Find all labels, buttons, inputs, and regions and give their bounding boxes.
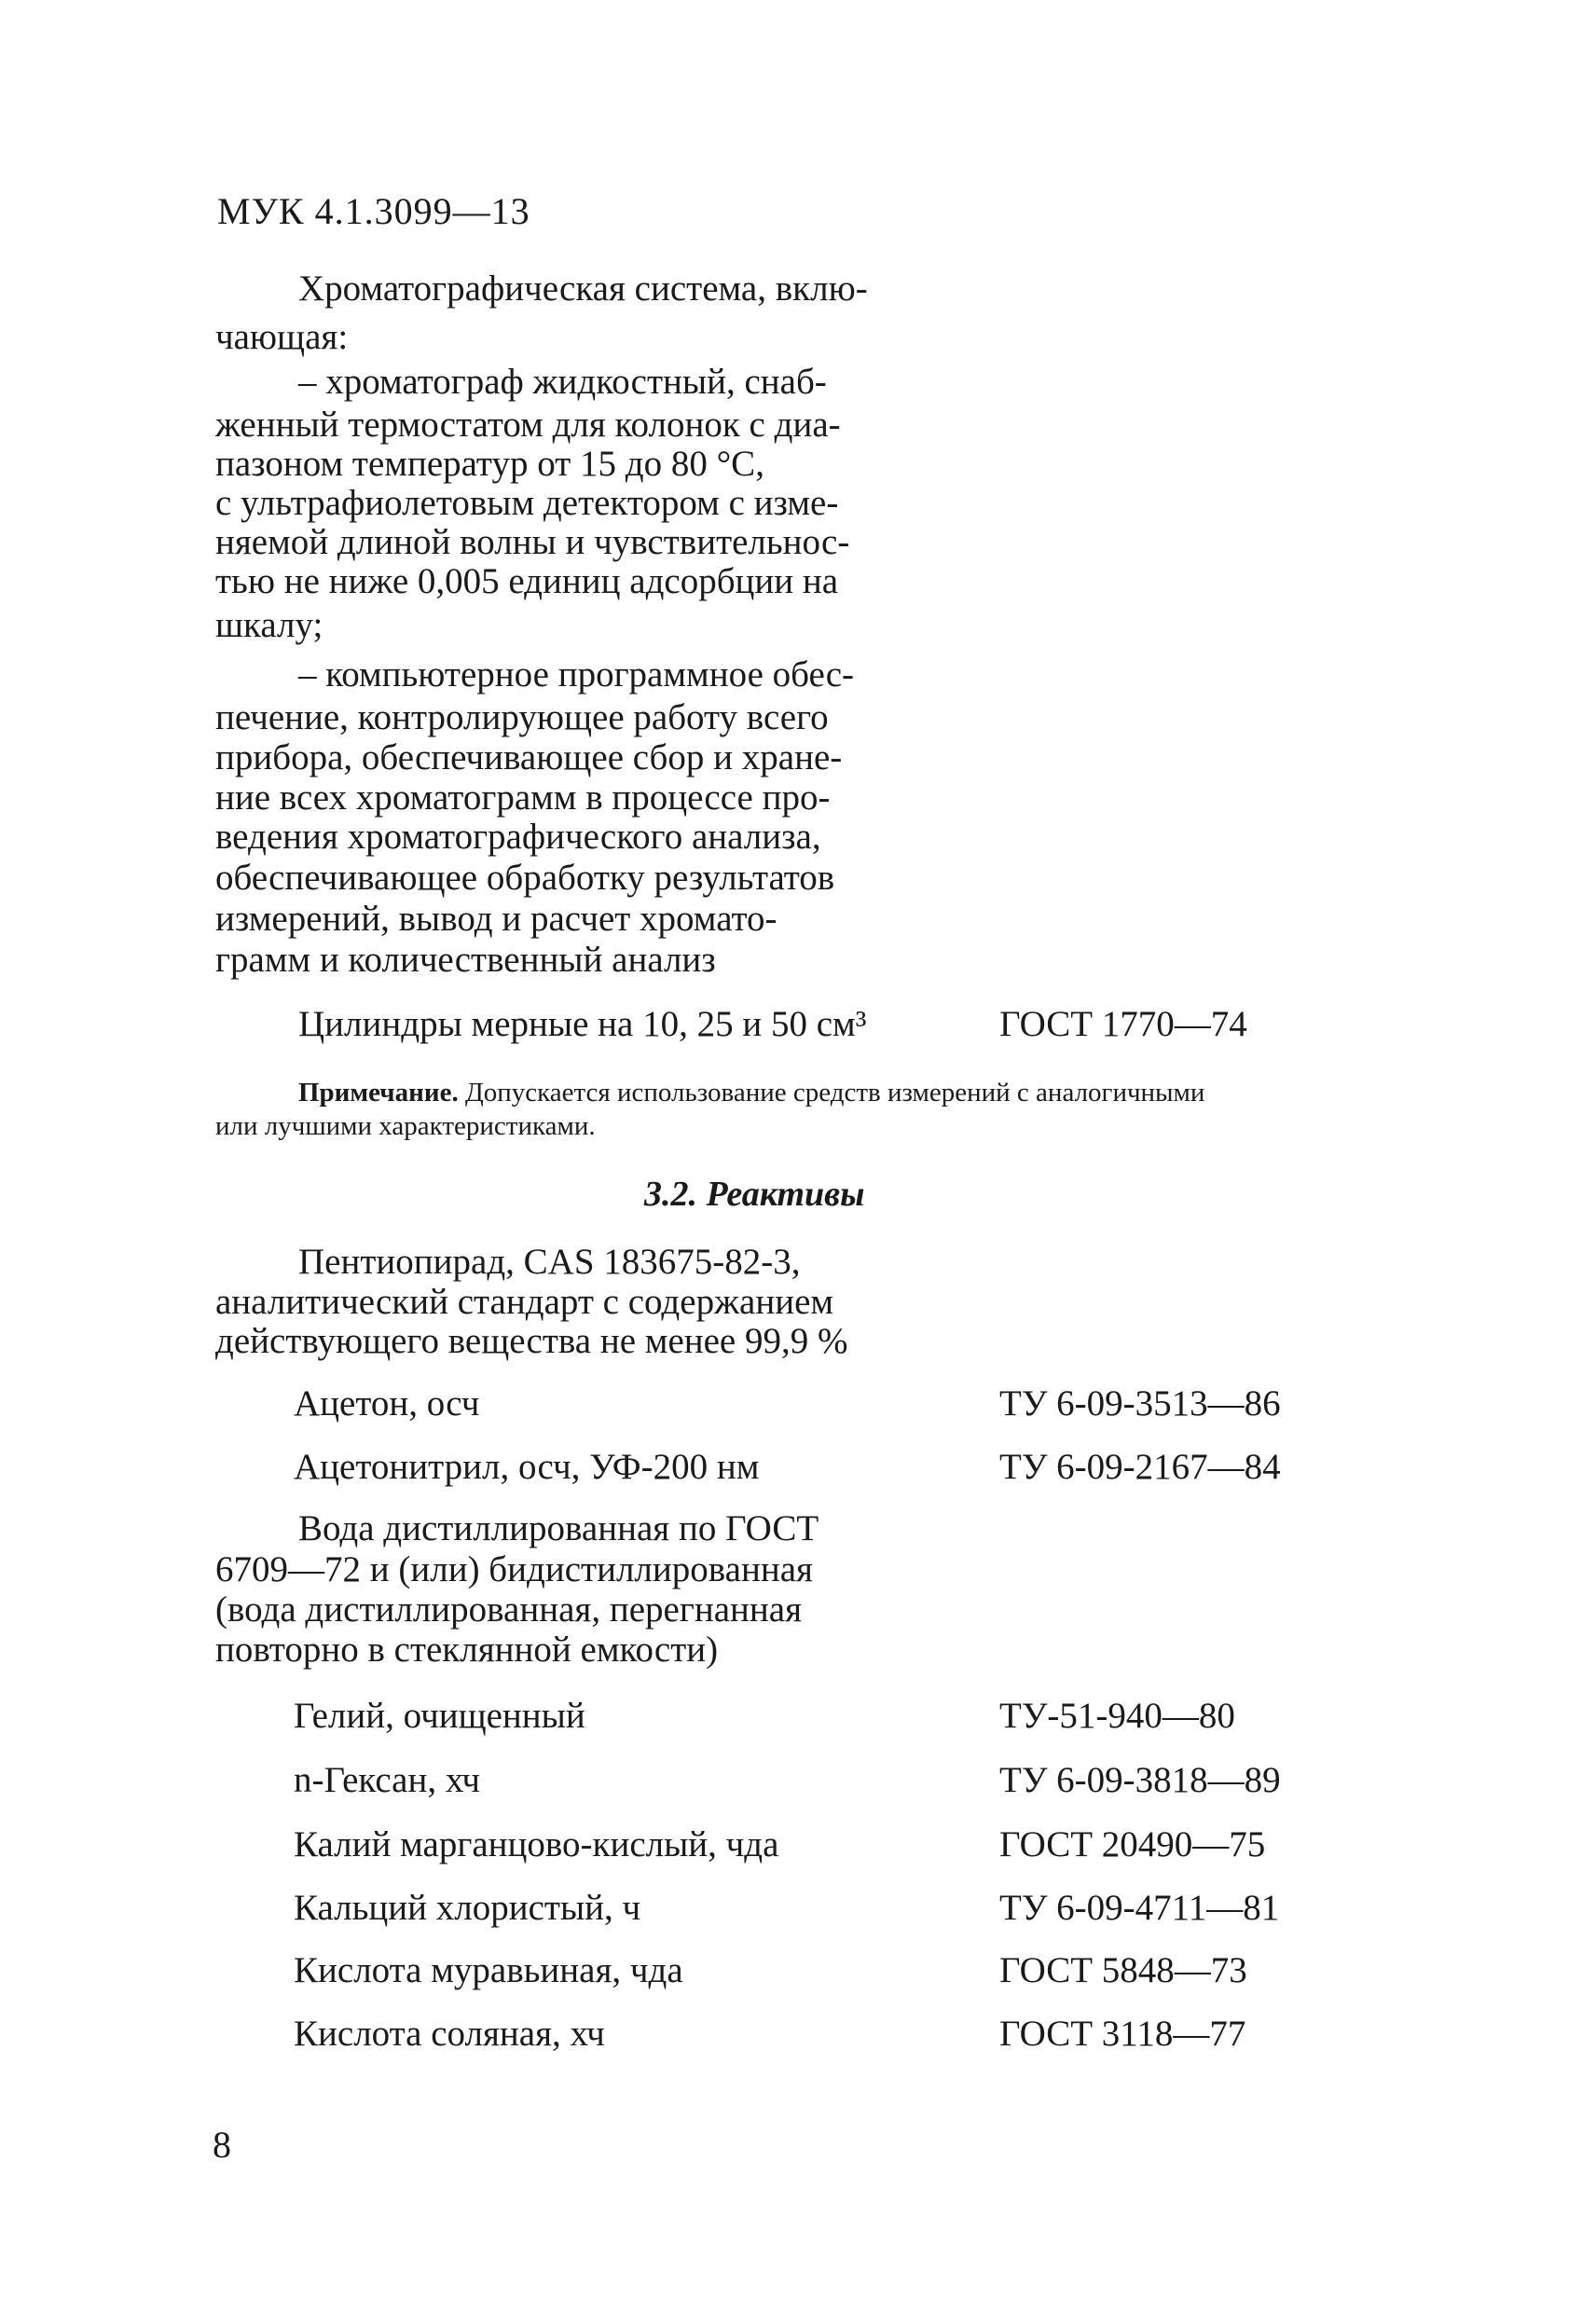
reagent-line: Вода дистиллированная по ГОСТ: [298, 1508, 819, 1548]
note-text: Допускается использование средств измерений с аналогичными: [464, 1078, 1205, 1107]
reagent-ref: ТУ 6-09-2167—84: [999, 1447, 1281, 1487]
cylinders-ref: ГОСТ 1770—74: [999, 1004, 1247, 1044]
reagent-line: Пентиопирад, CAS 183675-82-3,: [298, 1242, 801, 1282]
reagent-line: 6709—72 и (или) бидистиллированная: [215, 1549, 813, 1589]
equipment-line: – компьютерное программное обес-: [298, 654, 855, 695]
reagent-line: аналитический стандарт с содержанием: [215, 1282, 834, 1322]
reagent-name: Кислота соляная, хч: [294, 2014, 605, 2054]
reagent-line: (вода дистиллированная, перегнанная: [215, 1589, 803, 1630]
reagent-ref: ГОСТ 20490—75: [999, 1824, 1266, 1864]
reagent-name: n-Гексан, хч: [294, 1760, 480, 1800]
equipment-line: женный термостатом для колонок с диа-: [215, 405, 841, 445]
equipment-line: шкалу;: [215, 605, 323, 645]
reagent-name: Ацетон, осч: [294, 1383, 480, 1424]
document-code: МУК 4.1.3099—13: [217, 190, 530, 232]
reagent-name: Калий марганцово-кислый, чда: [294, 1824, 779, 1864]
reagent-name: Ацетонитрил, осч, УФ-200 нм: [294, 1447, 760, 1487]
reagent-name: Кальций хлористый, ч: [294, 1888, 641, 1928]
reagent-ref: ТУ 6-09-3513—86: [999, 1383, 1281, 1424]
equipment-line: обеспечивающее обработку результатов: [215, 858, 835, 898]
note-line-2: или лучшими характеристиками.: [215, 1111, 596, 1141]
equipment-line: чающая:: [215, 317, 349, 357]
section-heading: 3.2. Реактивы: [644, 1175, 865, 1214]
equipment-line: прибора, обеспечивающее сбор и хране-: [215, 737, 843, 777]
note-label: Примечание.: [298, 1078, 459, 1107]
equipment-line: тью не ниже 0,005 единиц адсорбции на: [215, 561, 839, 601]
reagent-ref: ТУ-51-940—80: [999, 1696, 1235, 1736]
equipment-line: с ультрафиолетовым детектором с изме-: [215, 483, 839, 523]
reagent-name: Кислота муравьиная, чда: [294, 1950, 683, 1990]
page-number: 8: [213, 2124, 231, 2166]
equipment-line: – хроматограф жидкостный, снаб-: [298, 362, 827, 402]
cylinders-name: Цилиндры мерные на 10, 25 и 50 см³: [298, 1004, 867, 1044]
equipment-line: пазоном температур от 15 до 80 °С,: [215, 444, 764, 484]
equipment-line: няемой длиной волны и чувствительнос-: [215, 522, 850, 562]
equipment-line: измерений, вывод и расчет хромато-: [215, 899, 777, 939]
equipment-line: Хроматографическая система, вклю-: [298, 268, 868, 309]
equipment-line: ние всех хроматограмм в процессе про-: [215, 777, 831, 818]
equipment-line: ведения хроматографического анализа,: [215, 817, 821, 857]
reagent-ref: ТУ 6-09-4711—81: [999, 1888, 1280, 1928]
reagent-ref: ГОСТ 5848—73: [999, 1950, 1247, 1990]
reagent-ref: ТУ 6-09-3818—89: [999, 1760, 1281, 1800]
reagent-line: действующего вещества не менее 99,9 %: [215, 1321, 848, 1361]
equipment-line: грамм и количественный анализ: [215, 940, 716, 980]
equipment-line: печение, контролирующее работу всего: [215, 697, 829, 737]
reagent-name: Гелий, очищенный: [294, 1696, 585, 1736]
reagent-line: повторно в стеклянной емкости): [215, 1630, 719, 1670]
reagent-ref: ГОСТ 3118—77: [999, 2014, 1246, 2054]
note-line-1: [298, 1080, 1204, 1107]
